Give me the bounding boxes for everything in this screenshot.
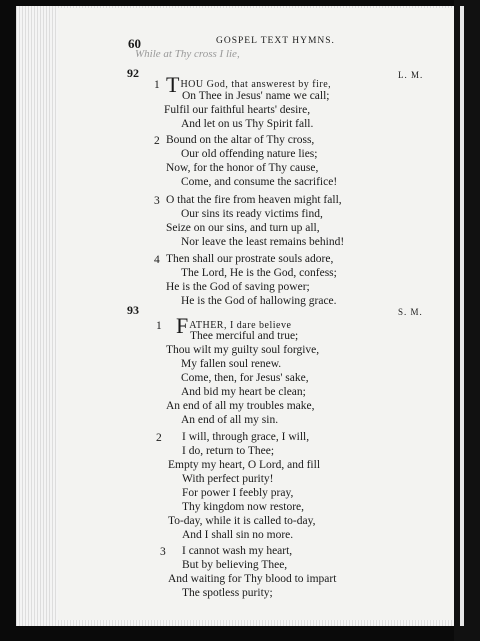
verse-number: 4 [154,254,160,266]
verse-number: 1 [154,79,160,91]
hymn-line: Fulfil our faithful hearts' desire, [164,104,311,116]
hymn-line: I cannot wash my heart, [182,545,293,557]
hymn-line: And I shall sin no more. [182,529,294,541]
hymn-line: He is the God of hallowing grace. [181,295,337,307]
hymn-line: With perfect purity! [182,473,274,485]
hymn-line: An end of all my troubles make, [166,400,315,412]
hymn-line: Then shall our prostrate souls adore, [166,253,334,265]
hymn-line: HOU God, that answerest by fire, [180,79,332,90]
hymn-meter: L. M. [398,70,424,80]
hymn-number: 93 [127,303,139,317]
hymn-line: Seize on our sins, and turn up all, [166,222,320,234]
hymn-line: Come, and consume the sacrifice! [181,176,338,188]
hymn-line: The spotless purity; [182,587,273,599]
hymn-number: 92 [127,66,139,80]
hymn-line: Come, then, for Jesus' sake, [181,372,309,384]
drop-cap: F [176,313,189,338]
hymn-line: For power I feebly pray, [182,487,294,499]
page-number: 60 [128,36,141,51]
hymn-line: O that the fire from heaven might fall, [166,194,342,206]
hymn-line: And waiting for Thy blood to impart [168,573,337,585]
verse-number: 1 [156,320,162,332]
hymn-line: The Lord, He is the God, confess; [181,267,337,279]
hymn-line: Now, for the honor of Thy cause, [166,162,319,174]
hymn-line: To-day, while it is called to-day, [168,515,316,527]
hymn-line: Our old offending nature lies; [181,148,318,160]
hymn-line: And let on us Thy Spirit fall. [181,118,314,130]
verse-number: 2 [156,432,162,444]
hymn-line: Our sins its ready victims find, [181,208,323,220]
hymn-meter: S. M. [398,307,423,317]
hymn-line: And bid my heart be clean; [181,386,306,398]
hymn-line: Bound on the altar of Thy cross, [166,134,315,146]
hymn-line: An end of all my sin. [181,414,279,426]
hymn-line: On Thee in Jesus' name we call; [182,90,330,102]
hymn-line: Thy kingdom now restore, [182,501,305,513]
hymn-line: Nor leave the least remains behind! [181,236,345,248]
hymn-line: Thee merciful and true; [190,330,299,342]
hymn-line: ATHER, I dare believe [189,320,292,331]
hymn-line: I will, through grace, I will, [182,431,310,443]
drop-cap: T [166,72,180,97]
scan-border [454,0,480,641]
hymn-line: Empty my heart, O Lord, and fill [168,459,321,471]
running-head: GOSPEL TEXT HYMNS. [216,36,335,46]
hymn-line: Thou wilt my guilty soul forgive, [166,344,320,356]
hymn-line: My fallen soul renew. [181,358,282,370]
bleed-through-text: While at Thy cross I lie, [135,48,240,60]
verse-number: 3 [160,546,166,558]
hymn-line: He is the God of saving power; [166,281,310,293]
hymn-line: I do, return to Thee; [182,445,275,457]
verse-number: 2 [154,135,160,147]
hymn-line: But by believing Thee, [182,559,288,571]
page-header [60,36,456,50]
verse-number: 3 [154,195,160,207]
